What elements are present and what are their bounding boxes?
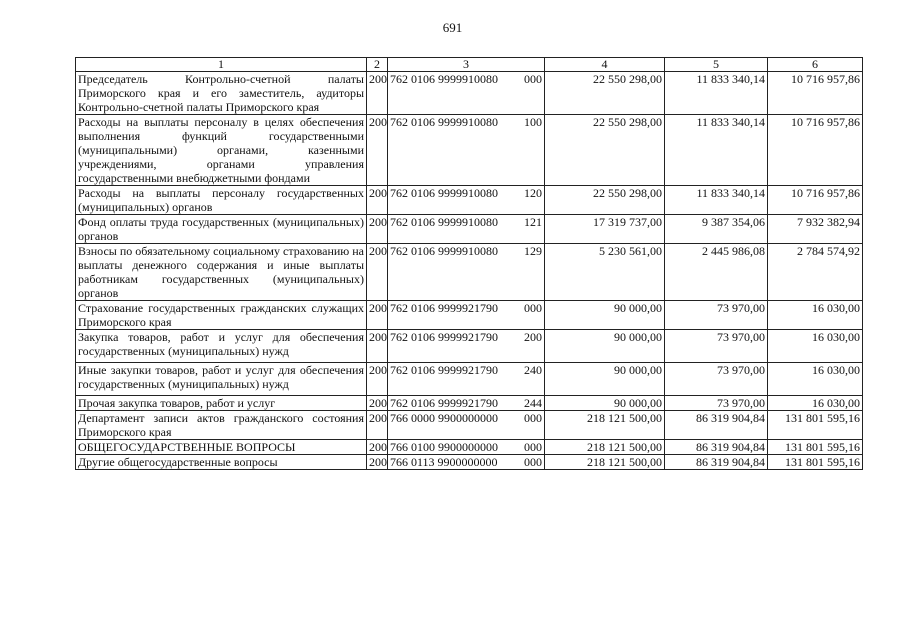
row-code: 200	[367, 244, 388, 301]
row-code: 200	[367, 115, 388, 186]
row-expense-type: 121	[524, 215, 542, 229]
row-col-5: 73 970,00	[665, 363, 768, 396]
row-col-5: 9 387 354,06	[665, 215, 768, 244]
row-code: 200	[367, 455, 388, 470]
table-row	[76, 440, 863, 455]
page-number: 691	[442, 20, 463, 35]
row-classification: 762 0106 9999910080	[390, 186, 498, 200]
row-col-4: 22 550 298,00	[545, 72, 665, 115]
row-code: 200	[367, 186, 388, 215]
header-col-3: 3	[388, 58, 545, 72]
row-code: 200	[367, 330, 388, 363]
row-classification: 766 0000 9900000000	[390, 411, 498, 425]
row-col-5: 11 833 340,14	[665, 115, 768, 186]
table-row	[76, 411, 863, 440]
row-expense-type: 000	[524, 72, 542, 86]
row-col-6: 16 030,00	[768, 330, 863, 363]
row-classification-cell	[388, 72, 545, 115]
row-col-4: 90 000,00	[545, 301, 665, 330]
header-col-5: 5	[665, 58, 768, 72]
row-code: 200	[367, 363, 388, 396]
row-classification-cell	[388, 186, 545, 215]
row-classification-cell	[388, 455, 545, 470]
row-expense-type: 000	[524, 440, 542, 454]
row-expense-type: 000	[524, 301, 542, 315]
row-col-5: 73 970,00	[665, 396, 768, 411]
row-col-4: 5 230 561,00	[545, 244, 665, 301]
row-col-4: 22 550 298,00	[545, 115, 665, 186]
row-classification: 762 0106 9999921790	[390, 301, 498, 315]
row-col-6: 16 030,00	[768, 363, 863, 396]
table-row	[76, 115, 863, 186]
row-col-5: 86 319 904,84	[665, 455, 768, 470]
row-classification-cell	[388, 215, 545, 244]
row-col-5: 73 970,00	[665, 301, 768, 330]
table-row	[76, 363, 863, 396]
row-name: Иные закупки товаров, работ и услуг для обеспечения государственных (муниципальных) нужд	[76, 363, 367, 396]
row-code: 200	[367, 440, 388, 455]
row-expense-type: 120	[524, 186, 542, 200]
row-expense-type: 200	[524, 330, 542, 344]
row-classification: 766 0113 9900000000	[390, 455, 498, 469]
row-name: Фонд оплаты труда государственных (муниципальных) органов	[76, 215, 367, 244]
table-row	[76, 455, 863, 470]
table-row	[76, 244, 863, 301]
row-classification: 762 0106 9999921790	[390, 363, 498, 377]
row-name: Страхование государственных гражданских служащих Приморского края	[76, 301, 367, 330]
row-col-6: 16 030,00	[768, 396, 863, 411]
row-code: 200	[367, 411, 388, 440]
table-row	[76, 301, 863, 330]
row-classification-cell	[388, 440, 545, 455]
row-expense-type: 129	[524, 244, 542, 258]
table-row	[76, 72, 863, 115]
row-code: 200	[367, 396, 388, 411]
header-col-6: 6	[768, 58, 863, 72]
table-row	[76, 215, 863, 244]
budget-table	[75, 57, 863, 470]
row-classification: 762 0106 9999910080	[390, 72, 498, 86]
row-col-6: 131 801 595,16	[768, 455, 863, 470]
row-col-4: 90 000,00	[545, 330, 665, 363]
table-row	[76, 330, 863, 363]
row-col-4: 17 319 737,00	[545, 215, 665, 244]
row-classification-cell	[388, 244, 545, 301]
row-col-5: 73 970,00	[665, 330, 768, 363]
row-expense-type: 000	[524, 411, 542, 425]
row-col-6: 10 716 957,86	[768, 186, 863, 215]
row-code: 200	[367, 215, 388, 244]
row-col-6: 10 716 957,86	[768, 115, 863, 186]
row-col-6: 131 801 595,16	[768, 411, 863, 440]
row-expense-type: 100	[524, 115, 542, 129]
row-col-4: 90 000,00	[545, 396, 665, 411]
row-col-6: 16 030,00	[768, 301, 863, 330]
header-col-1: 1	[76, 58, 367, 72]
row-classification-cell	[388, 330, 545, 363]
row-col-4: 218 121 500,00	[545, 455, 665, 470]
row-classification: 762 0106 9999910080	[390, 215, 498, 229]
row-name: Департамент записи актов гражданского состояния Приморского края	[76, 411, 367, 440]
row-expense-type: 240	[524, 363, 542, 377]
row-name: Закупка товаров, работ и услуг для обеспечения государственных (муниципальных) нужд	[76, 330, 367, 363]
row-col-5: 2 445 986,08	[665, 244, 768, 301]
row-name: Взносы по обязательному социальному страхованию на выплаты денежного содержания и иные выплаты работникам государственных (муниципальных) органов	[76, 244, 367, 301]
row-col-6: 10 716 957,86	[768, 72, 863, 115]
row-col-5: 86 319 904,84	[665, 411, 768, 440]
row-classification: 762 0106 9999921790	[390, 330, 498, 344]
row-col-5: 11 833 340,14	[665, 186, 768, 215]
table-row	[76, 396, 863, 411]
row-name: Расходы на выплаты персоналу в целях обеспечения выполнения функций государственными (муниципальными) органами, казенными учреждениями, органами управления государственными внебюджетными фондами	[76, 115, 367, 186]
row-col-5: 86 319 904,84	[665, 440, 768, 455]
row-expense-type: 000	[524, 455, 542, 469]
header-row	[76, 58, 863, 72]
row-classification-cell	[388, 396, 545, 411]
row-classification-cell	[388, 411, 545, 440]
row-name: Председатель Контрольно-счетной палаты Приморского края и его заместитель, аудиторы Контрольно-счетной палаты Приморского края	[76, 72, 367, 115]
header-col-2: 2	[367, 58, 388, 72]
row-col-4: 218 121 500,00	[545, 440, 665, 455]
row-classification: 762 0106 9999910080	[390, 115, 498, 129]
row-classification: 766 0100 9900000000	[390, 440, 498, 454]
row-expense-type: 244	[524, 396, 542, 410]
row-col-5: 11 833 340,14	[665, 72, 768, 115]
row-classification: 762 0106 9999921790	[390, 396, 498, 410]
table-row	[76, 186, 863, 215]
row-classification-cell	[388, 115, 545, 186]
header-col-4: 4	[545, 58, 665, 72]
row-col-6: 131 801 595,16	[768, 440, 863, 455]
row-name: ОБЩЕГОСУДАРСТВЕННЫЕ ВОПРОСЫ	[76, 440, 367, 455]
row-name: Прочая закупка товаров, работ и услуг	[76, 396, 367, 411]
row-code: 200	[367, 301, 388, 330]
row-col-6: 2 784 574,92	[768, 244, 863, 301]
row-name: Расходы на выплаты персоналу государственных (муниципальных) органов	[76, 186, 367, 215]
row-classification: 762 0106 9999910080	[390, 244, 498, 258]
row-col-6: 7 932 382,94	[768, 215, 863, 244]
row-name: Другие общегосударственные вопросы	[76, 455, 367, 470]
row-col-4: 22 550 298,00	[545, 186, 665, 215]
row-col-4: 90 000,00	[545, 363, 665, 396]
row-col-4: 218 121 500,00	[545, 411, 665, 440]
row-code: 200	[367, 72, 388, 115]
row-classification-cell	[388, 301, 545, 330]
row-classification-cell	[388, 363, 545, 396]
